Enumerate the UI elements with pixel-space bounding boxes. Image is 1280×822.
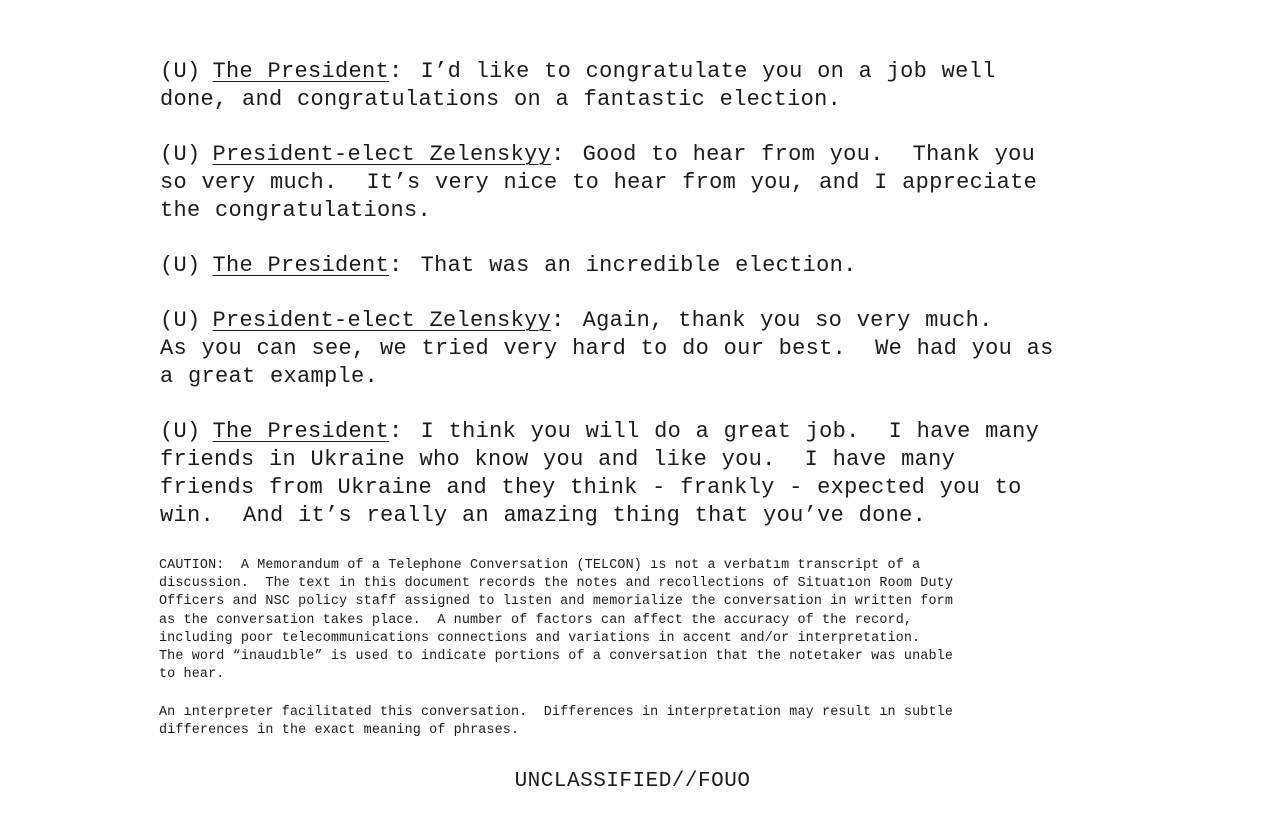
transcript-entry bbox=[160, 418, 1120, 530]
transcript-entry bbox=[160, 252, 1120, 280]
statement-text: I’d like to congratulate you on a job well done, and congratulations on a fantastic election. bbox=[160, 59, 996, 112]
transcript-entry bbox=[160, 58, 1120, 114]
speaker-colon: : bbox=[551, 308, 565, 333]
classification-tag: (U) bbox=[160, 419, 201, 444]
classification-tag: (U) bbox=[160, 253, 201, 278]
classification-marking: UNCLASSIFIED//FOUO bbox=[514, 770, 751, 793]
speaker-name: President-elect Zelenskyy bbox=[212, 308, 552, 333]
transcript-body bbox=[160, 58, 1120, 557]
caution-note: CAUTION: A Memorandum of a Telephone Conversation (TELCON) ıs not a verbatım transcript of a discussion. The text in this document records the notes and recollections of Situatıon Room Duty Officers and NSC policy staff assigned to lısten and memorialize the conversation in written form as the conversation takes place. A number of factors can affect the accuracy of the record, including poor telecommunications connections and variations in accent and/or interpretation. The word “inaudıble” is used to indicate portions of a conversation that the notetaker was unable to hear. bbox=[159, 558, 954, 683]
speaker-name: President-elect Zelenskyy bbox=[212, 142, 552, 167]
statement-text: Again, thank you so very much. As you can see, we tried very hard to do our best. We had you as a great example. bbox=[160, 308, 1054, 389]
interpreter-note: An ınterpreter facilitated this conversation. Differences in interpretation may result ın subtle differences in the exact meaning of phrases. bbox=[159, 705, 954, 739]
classification-tag: (U) bbox=[160, 308, 201, 333]
statement-text: I think you will do a great job. I have many friends in Ukraine who know you and like you. I have many friends from Ukraine and they think - frankly - expected you to win. And it’s really an amazing thing that you’ve done. bbox=[160, 419, 1040, 528]
statement-text: Good to hear from you. Thank you so very much. It’s very nice to hear from you, and I appreciate the congratulations. bbox=[160, 142, 1038, 223]
speaker-colon: : bbox=[389, 419, 403, 444]
classification-tag: (U) bbox=[160, 142, 201, 167]
classification-tag: (U) bbox=[160, 59, 201, 84]
speaker-name: The President bbox=[212, 59, 390, 84]
speaker-name: The President bbox=[212, 419, 390, 444]
transcript-entry bbox=[160, 307, 1120, 391]
statement-text: That was an incredible election. bbox=[420, 253, 857, 278]
speaker-colon: : bbox=[551, 142, 565, 167]
speaker-colon: : bbox=[389, 253, 403, 278]
speaker-colon: : bbox=[389, 59, 403, 84]
transcript-entry bbox=[160, 141, 1120, 225]
speaker-name: The President bbox=[212, 253, 390, 278]
